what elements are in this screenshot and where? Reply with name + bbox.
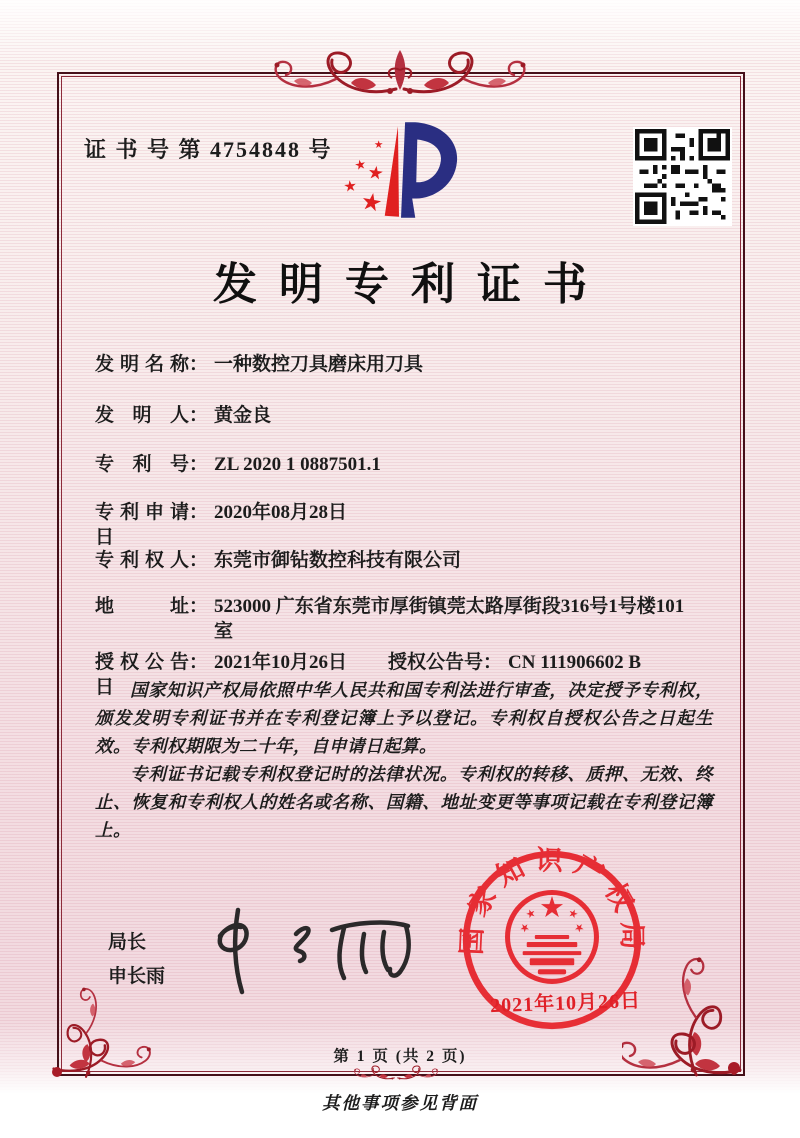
legal-paragraph-1: 国家知识产权局依照中华人民共和国专利法进行审查，决定授予专利权，颁发发明专利证书并在专利登记簿上予以登记。专利权自授权公告之日起生效。专利权期限为二十年，自申请日起算。 <box>95 680 713 756</box>
field-value: 东莞市御钻数控科技有限公司 <box>214 550 462 571</box>
grant-date-value: 2021年10月26日 <box>214 652 348 673</box>
certificate-number: 证 书 号 第 4754848 号 <box>84 137 333 162</box>
field-row-invention-name <box>95 352 711 377</box>
field-row-patent-number <box>95 452 711 477</box>
field-colon: ： <box>189 502 209 523</box>
field-row-inventor <box>95 403 711 428</box>
legal-text-block <box>95 676 713 844</box>
field-colon: ： <box>189 354 209 375</box>
grant-number-label: 授权公告号 <box>388 652 484 673</box>
field-colon: ： <box>189 405 209 426</box>
certificate-title: 发明专利证书 <box>213 260 609 309</box>
logo-red-wedge-icon <box>385 126 399 216</box>
field-value: 一种数控刀具磨床用刀具 <box>214 354 424 375</box>
field-label: 授权公告日 <box>95 652 189 698</box>
back-note: 其他事项参见背面 <box>322 1093 478 1113</box>
field-value: 523000 广东省东莞市厚街镇莞太路厚街段316号1号楼101室 <box>214 596 685 642</box>
logo-p-glyph-icon <box>401 122 457 218</box>
field-label: 发明名称 <box>95 354 189 375</box>
signature-handwriting-icon <box>192 898 432 1002</box>
field-label: 专利权人 <box>95 550 189 571</box>
legal-paragraph-2: 专利证书记载专利权登记时的法律状况。专利权的转移、质押、无效、终止、恢复和专利权人的姓名或名称、国籍、地址变更等事项记载在专利登记簿上。 <box>95 764 713 840</box>
signer-block <box>108 926 165 994</box>
field-row-filing-date <box>95 500 711 550</box>
qr-code-icon <box>633 127 732 226</box>
field-colon: ： <box>189 550 209 571</box>
field-label: 专利号 <box>95 454 189 475</box>
seal-date: 2021年10月26日 <box>489 989 642 1018</box>
field-colon: ： <box>189 454 209 475</box>
field-colon: ： <box>189 652 209 673</box>
grant-number-group <box>388 650 641 675</box>
field-label: 发明人 <box>95 405 189 426</box>
logo-stars-icon <box>344 140 384 212</box>
page-indicator: 第 1 页 (共 2 页) <box>333 1048 467 1065</box>
signer-name: 申长雨 <box>108 966 166 987</box>
field-label: 专利申请日 <box>95 502 189 548</box>
field-colon: ： <box>483 652 503 673</box>
field-row-patentee <box>95 548 711 573</box>
seal-text: 国家知识产权局 <box>456 845 647 959</box>
field-colon: ： <box>189 596 209 617</box>
field-value: 黄金良 <box>214 405 272 426</box>
signer-title: 局长 <box>108 932 147 953</box>
national-emblem-icon <box>508 893 597 982</box>
field-value: 2020年08月28日 <box>214 502 348 523</box>
grant-number-value: CN 111906602 B <box>508 652 642 673</box>
field-value: ZL 2020 1 0887501.1 <box>214 454 381 475</box>
field-row-address <box>95 594 711 644</box>
field-label: 地址 <box>95 596 189 617</box>
cnipa-logo-icon <box>333 108 467 230</box>
